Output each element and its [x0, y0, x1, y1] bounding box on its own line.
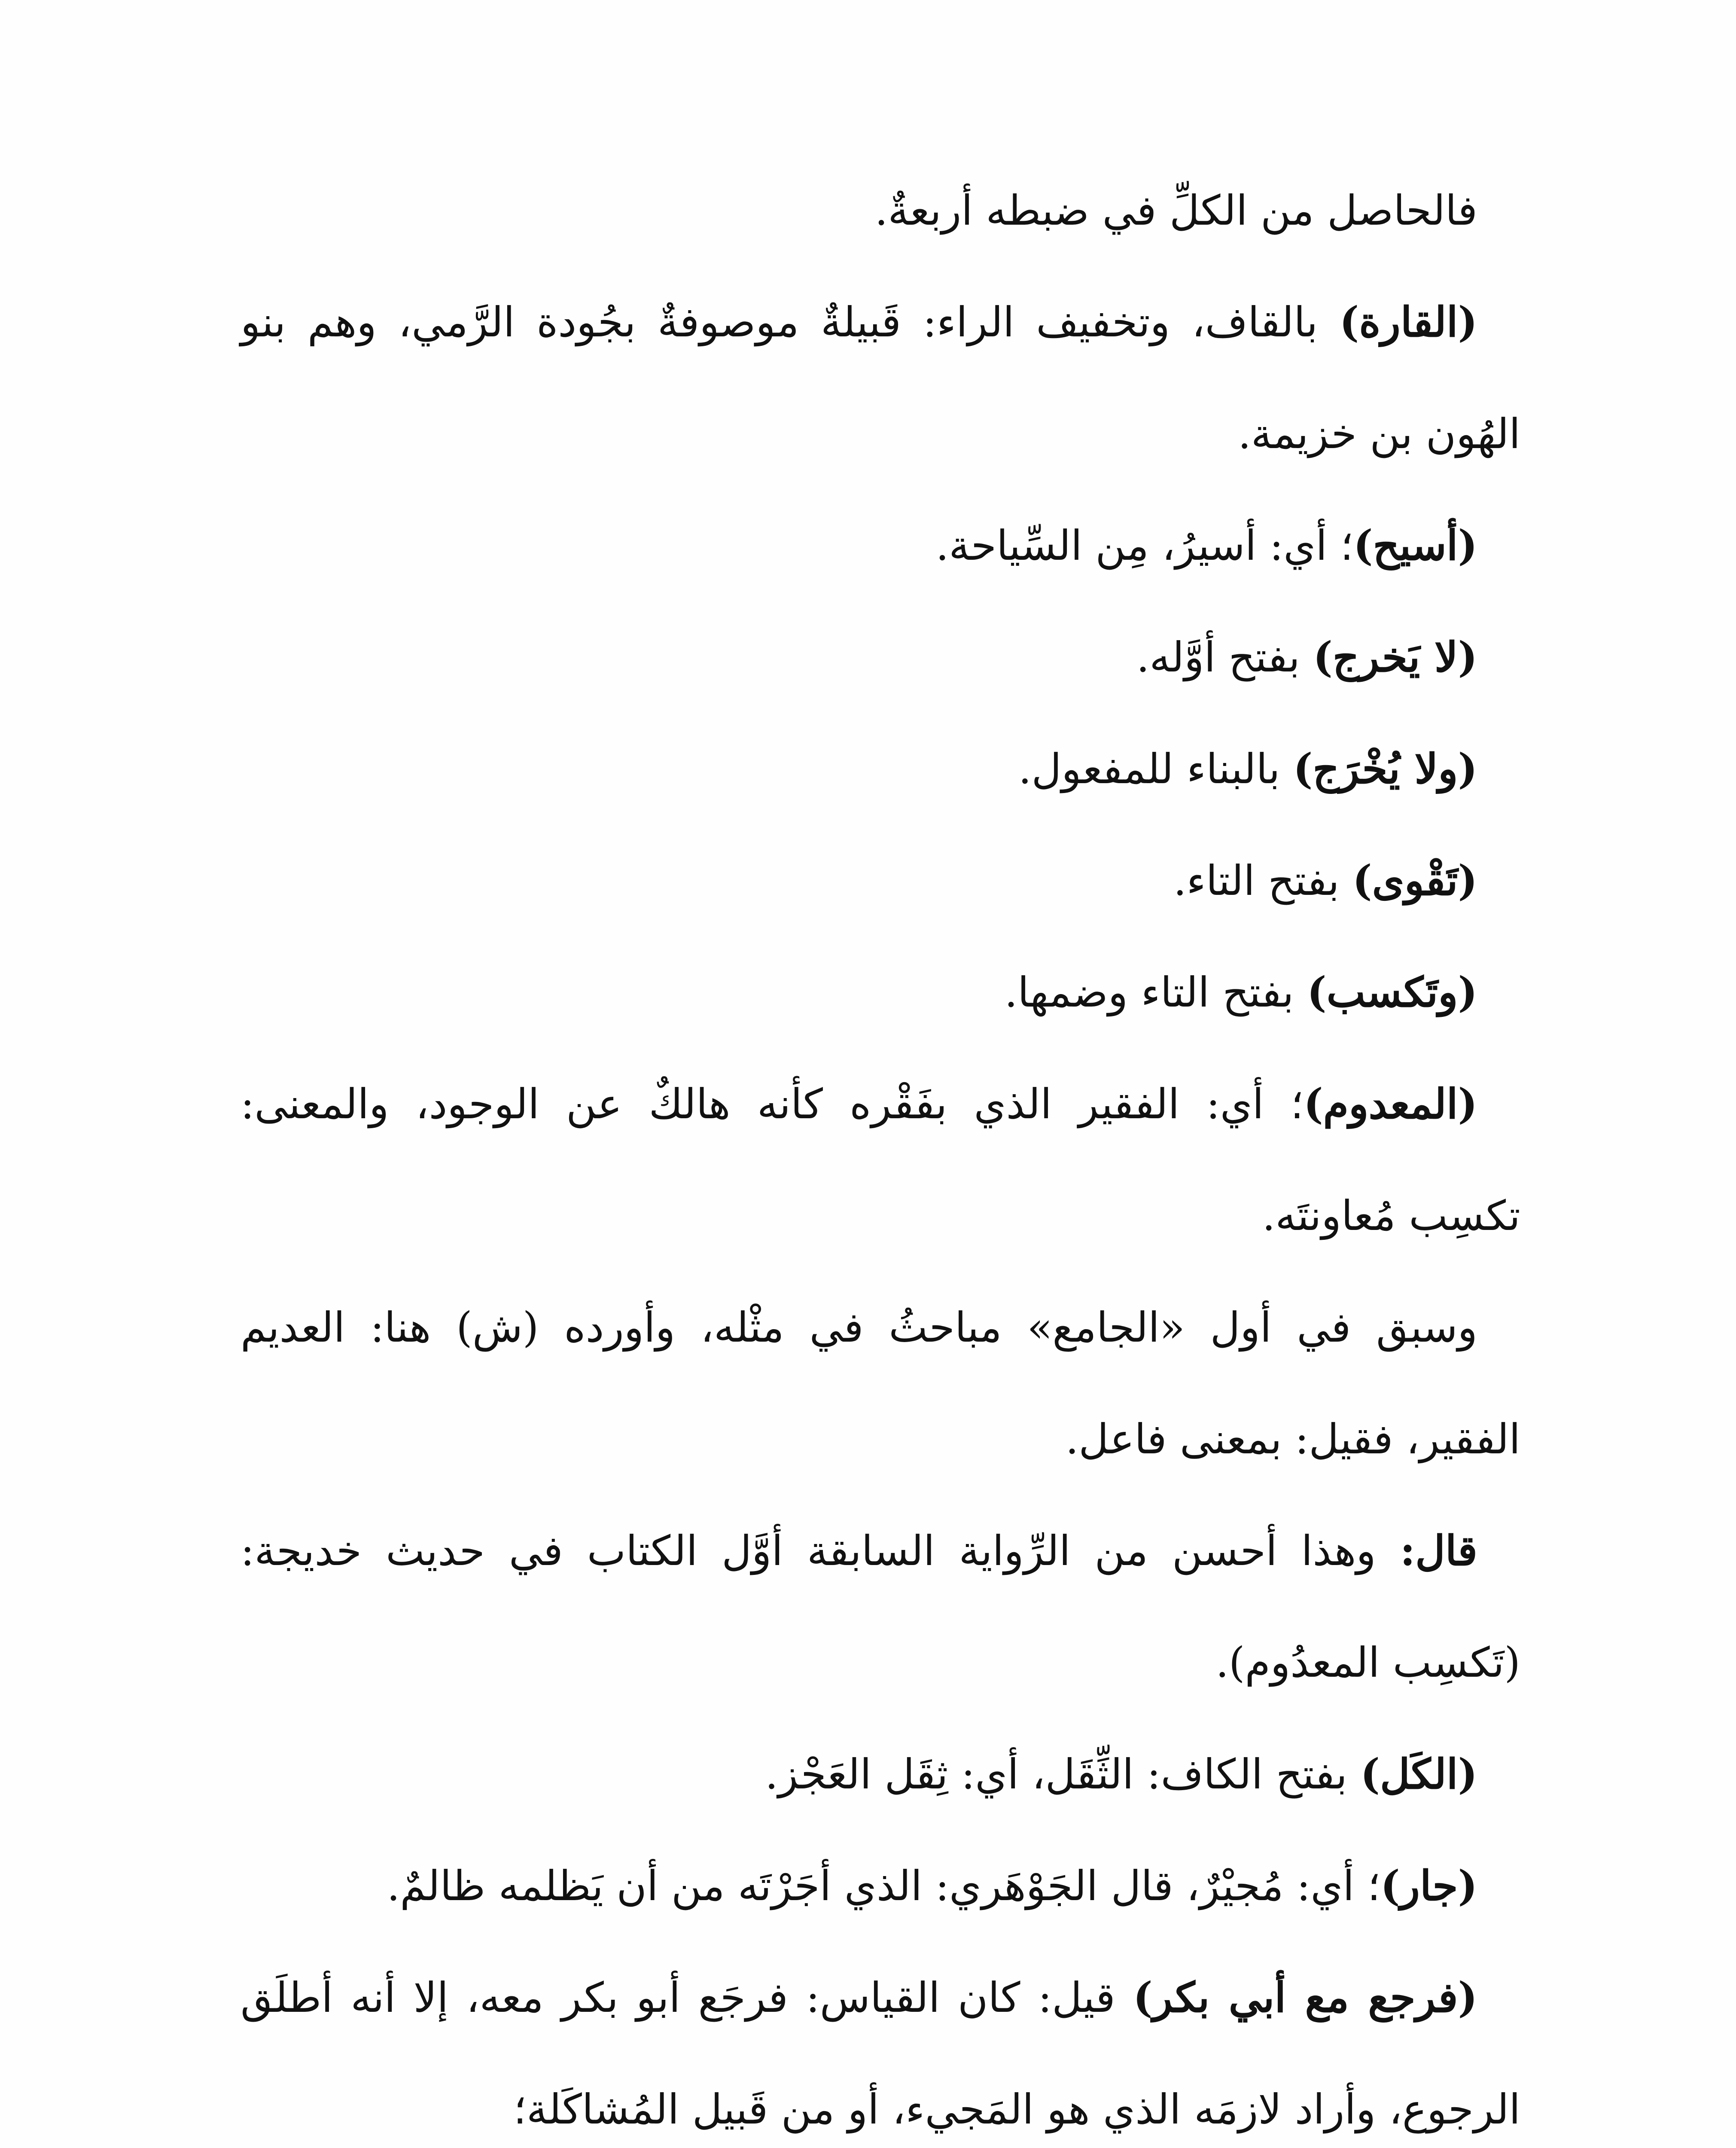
paragraph-text: ؛ أي: مُجيْرٌ، قال الجَوْهَري: الذي أجَرْتَه من أن يَظلمه ظالمٌ. — [387, 1862, 1381, 1910]
paragraph-11 — [241, 1718, 1520, 1830]
paragraph-text: بفتح التاء وضمها. — [1004, 968, 1307, 1016]
paragraph-13 — [241, 1942, 1520, 2148]
paragraph-head: (جار) — [1380, 1861, 1477, 1910]
paragraph-text: ؛ أي: أسيرُ، مِن السِّياحة. — [935, 522, 1354, 570]
paragraph-text: بفتح الكاف: الثِّقَل، أي: ثِقَل العَجْز. — [765, 1750, 1361, 1798]
paragraph-4 — [241, 601, 1520, 713]
paragraph-head: (أسيح) — [1353, 521, 1477, 570]
paragraph-text: بالبناء للمفعول. — [1018, 745, 1293, 793]
paragraph-text: وهذا أحسن من الرِّواية السابقة أوَّل الكتاب في حديث خديجة: (تَكسِب المعدُوم). — [241, 1527, 1520, 1687]
main-text — [241, 155, 1520, 2148]
paragraph-head: (الكَل) — [1360, 1750, 1477, 1798]
paragraph-head: (ولا يُخْرَج) — [1293, 744, 1477, 793]
paragraph-text: بالقاف، وتخفيف الراء: قَبيلةٌ موصوفةٌ بجُودة الرَّمي، وهم بنو الهُون بن خزيمة. — [241, 298, 1520, 458]
paragraph-head: (المعدوم) — [1304, 1080, 1477, 1128]
paragraph-head: (لا يَخرج) — [1313, 633, 1477, 681]
paragraph-head: قال: — [1400, 1526, 1478, 1575]
paragraph-text: بفتح أوَّله. — [1136, 633, 1313, 681]
paragraph-head: (فرجع مع أبي بكر) — [1133, 1973, 1478, 2022]
paragraph-12 — [241, 1830, 1520, 1942]
paragraph-head: (وتَكسب) — [1307, 968, 1477, 1016]
paragraph-1 — [241, 155, 1520, 266]
paragraph-head: (تَقْوى) — [1352, 856, 1477, 905]
paragraph-text: قيل: كان القياس: فرجَع أبو بكر معه، إلا أنه أطلَق الرجوع، وأراد لازمَه الذي هو المَجيء، أو من قَبيل المُشاكَلة؛ — [241, 1974, 1520, 2133]
paragraph-3 — [241, 490, 1520, 601]
paragraph-text: ؛ أي: الفقير الذي بفَقْره كأنه هالكٌ عن الوجود، والمعنى: تكسِب مُعاونتَه. — [241, 1080, 1520, 1240]
paragraph-text: وسبق في أول «الجامع» مباحثُ في مثْله، وأورده (ش) هنا: العديم الفقير، فقيل: بمعنى فاعل. — [241, 1303, 1520, 1463]
paragraph-head: (القارة) — [1339, 298, 1477, 346]
paragraph-text: فالحاصل من الكلِّ في ضبطه أربعةٌ. — [874, 186, 1477, 235]
paragraph-text: بفتح التاء. — [1173, 857, 1353, 905]
paragraph-2 — [241, 266, 1520, 490]
paragraph-7 — [241, 937, 1520, 1048]
paragraph-10 — [241, 1495, 1520, 1718]
paragraph-5 — [241, 713, 1520, 825]
paragraph-8 — [241, 1048, 1520, 1272]
paragraph-9 — [241, 1272, 1520, 1495]
paragraph-6 — [241, 825, 1520, 937]
